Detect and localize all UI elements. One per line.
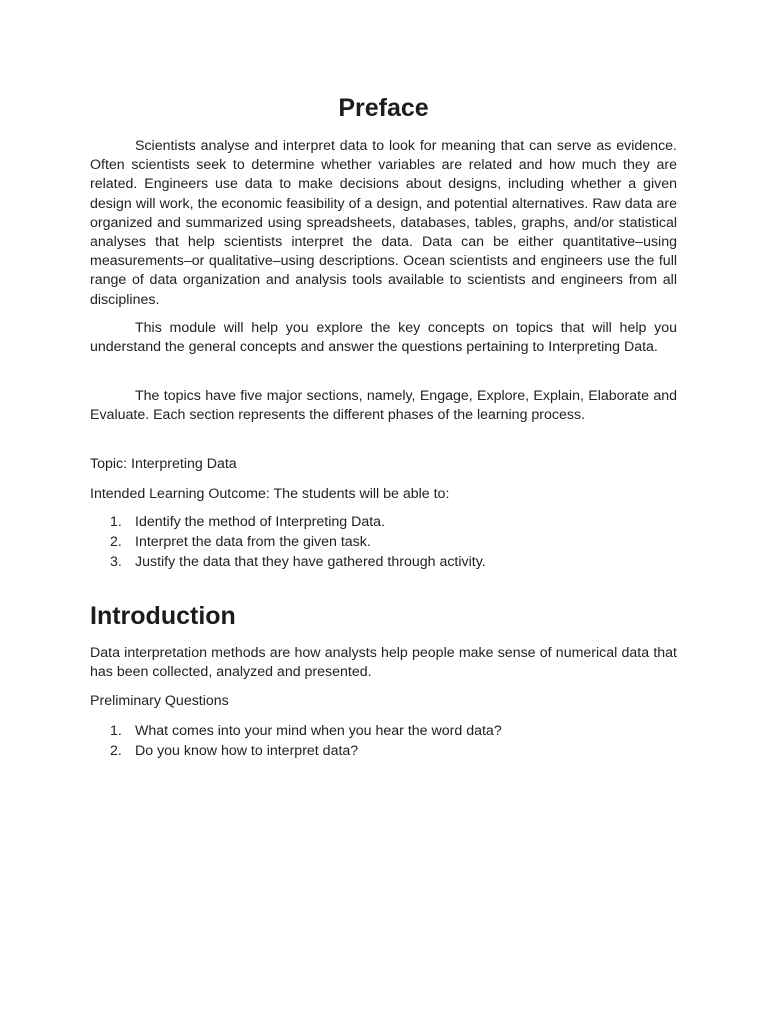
list-item (90, 722, 677, 742)
questions-label-block (90, 692, 677, 711)
list-number: 3. (110, 553, 122, 570)
list-item (90, 742, 677, 762)
list-item (90, 533, 677, 553)
list-item (90, 553, 677, 573)
outcome-intro: Intended Learning Outcome: The students will be able to: (90, 486, 450, 502)
list-item (90, 513, 677, 533)
topic-line: Topic: Interpreting Data (90, 456, 237, 472)
preface-paragraph-1-block (90, 137, 677, 310)
introduction-paragraph-block (90, 644, 677, 682)
list-item-text: Justify the data that they have gathered through activity. (135, 553, 486, 570)
outcomes-list (90, 513, 677, 572)
outcomes-list-block (90, 513, 677, 572)
questions-label: Preliminary Questions (90, 693, 229, 709)
questions-list-block (90, 722, 677, 762)
list-item-text: Interpret the data from the given task. (135, 533, 371, 550)
preface-paragraph-1: Scientists analyse and interpret data to look for meaning that can serve as evidence. Often scientists seek to determine whether variables are related and how much they are related. Engineers use data to make decisions about designs, including whether a given design will work, the economic feasibility of a design, and potential alternatives. Raw data are organized and summarized using spreadsheets, databases, tables, graphs, and/or statistical analyses that help scientists interpret the data. Data can be either quantitative–using measurements–or qualitative–using descriptions. Ocean scientists and engineers use the full range of data organization and analysis tools available to scientists and engineers from all disciplines. (90, 138, 677, 308)
preface-heading: Preface (338, 94, 429, 122)
list-item-text: Identify the method of Interpreting Data. (135, 514, 386, 530)
preface-paragraph-2-block (90, 319, 677, 357)
list-number: 2. (110, 533, 122, 550)
preface-paragraph-3: The topics have five major sections, namely, Engage, Explore, Explain, Elaborate and Evaluate. Each section represents the different phases of the learning process. (90, 388, 677, 424)
questions-list (90, 722, 677, 762)
list-number: 1. (110, 514, 122, 530)
list-number: 1. (110, 723, 122, 739)
preface-paragraph-2: This module will help you explore the key concepts on topics that will help you understand the general concepts and answer the questions pertaining to Interpreting Data. (90, 320, 677, 356)
introduction-heading: Introduction (90, 602, 236, 630)
introduction-paragraph: Data interpretation methods are how analysts help people make sense of numerical data that has been collected, analyzed and presented. (90, 645, 677, 681)
list-item-text: What comes into your mind when you hear the word data? (135, 723, 502, 739)
list-item-text: Do you know how to interpret data? (135, 742, 359, 759)
outcome-intro-block (90, 485, 677, 504)
preface-paragraph-3-block (90, 387, 677, 425)
topic-line-block (90, 455, 677, 474)
list-number: 2. (110, 742, 122, 759)
